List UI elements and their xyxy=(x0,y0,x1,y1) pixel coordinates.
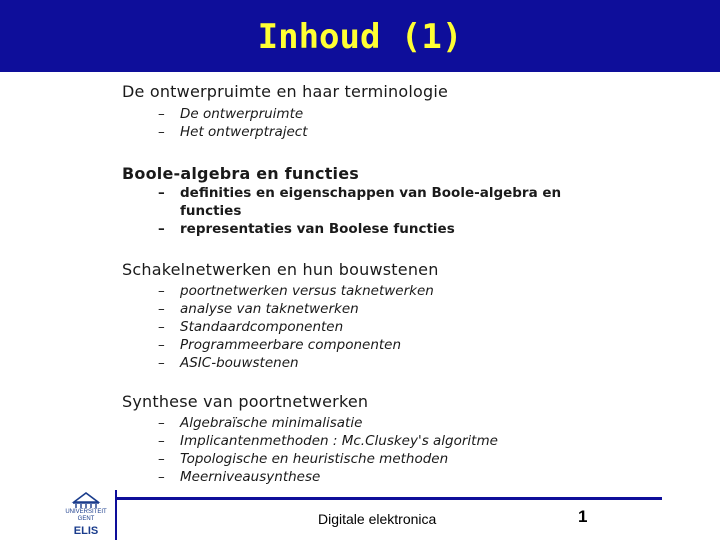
section-switching-networks xyxy=(122,260,682,372)
section-boole-algebra xyxy=(122,164,682,238)
page-number: 1 xyxy=(578,507,588,526)
list-item: – ASIC-bouwstenen xyxy=(158,355,299,371)
list-item: – Het ontwerptraject xyxy=(158,124,308,140)
slide-content xyxy=(122,82,682,486)
slide-title: Inhoud (1) xyxy=(257,17,463,57)
logo-text-gent: GENT xyxy=(77,516,95,522)
list-item: – representaties van Boolese functies xyxy=(158,221,455,237)
footer-course-name: Digitale elektronica xyxy=(318,511,437,527)
list-item: – Topologische en heuristische methoden xyxy=(158,451,449,467)
section-design-space xyxy=(122,82,682,141)
list-item: – Implicantenmethoden : Mc.Cluskey's algoritme xyxy=(158,433,498,449)
section-gate-synthesis xyxy=(122,392,682,486)
section-heading: Boole-algebra en functies xyxy=(122,164,359,183)
logo-text-university: UNIVERSITEIT xyxy=(65,509,107,515)
list-item: – Meerniveausynthese xyxy=(158,469,321,485)
list-item: – Algebraïsche minimalisatie xyxy=(158,415,363,431)
list-item: – poortnetwerken versus taknetwerken xyxy=(158,283,434,299)
sub-list xyxy=(122,105,682,141)
sub-list xyxy=(122,414,682,486)
list-item: – analyse van taknetwerken xyxy=(158,301,359,317)
section-heading: Schakelnetwerken en hun bouwstenen xyxy=(122,260,439,279)
sub-list xyxy=(122,184,682,238)
footer-divider-horizontal xyxy=(115,497,662,500)
list-item: – definities en eigenschappen van Boole-algebra en functies xyxy=(158,185,562,219)
sub-list xyxy=(122,282,682,372)
section-heading: De ontwerpruimte en haar terminologie xyxy=(122,82,449,101)
logo-text-elis: ELIS xyxy=(73,525,99,537)
section-heading: Synthese van poortnetwerken xyxy=(122,392,369,411)
list-item: – Programmeerbare componenten xyxy=(158,337,402,353)
list-item: – De ontwerpruimte xyxy=(158,106,304,122)
list-item: – Standaardcomponenten xyxy=(158,319,344,335)
